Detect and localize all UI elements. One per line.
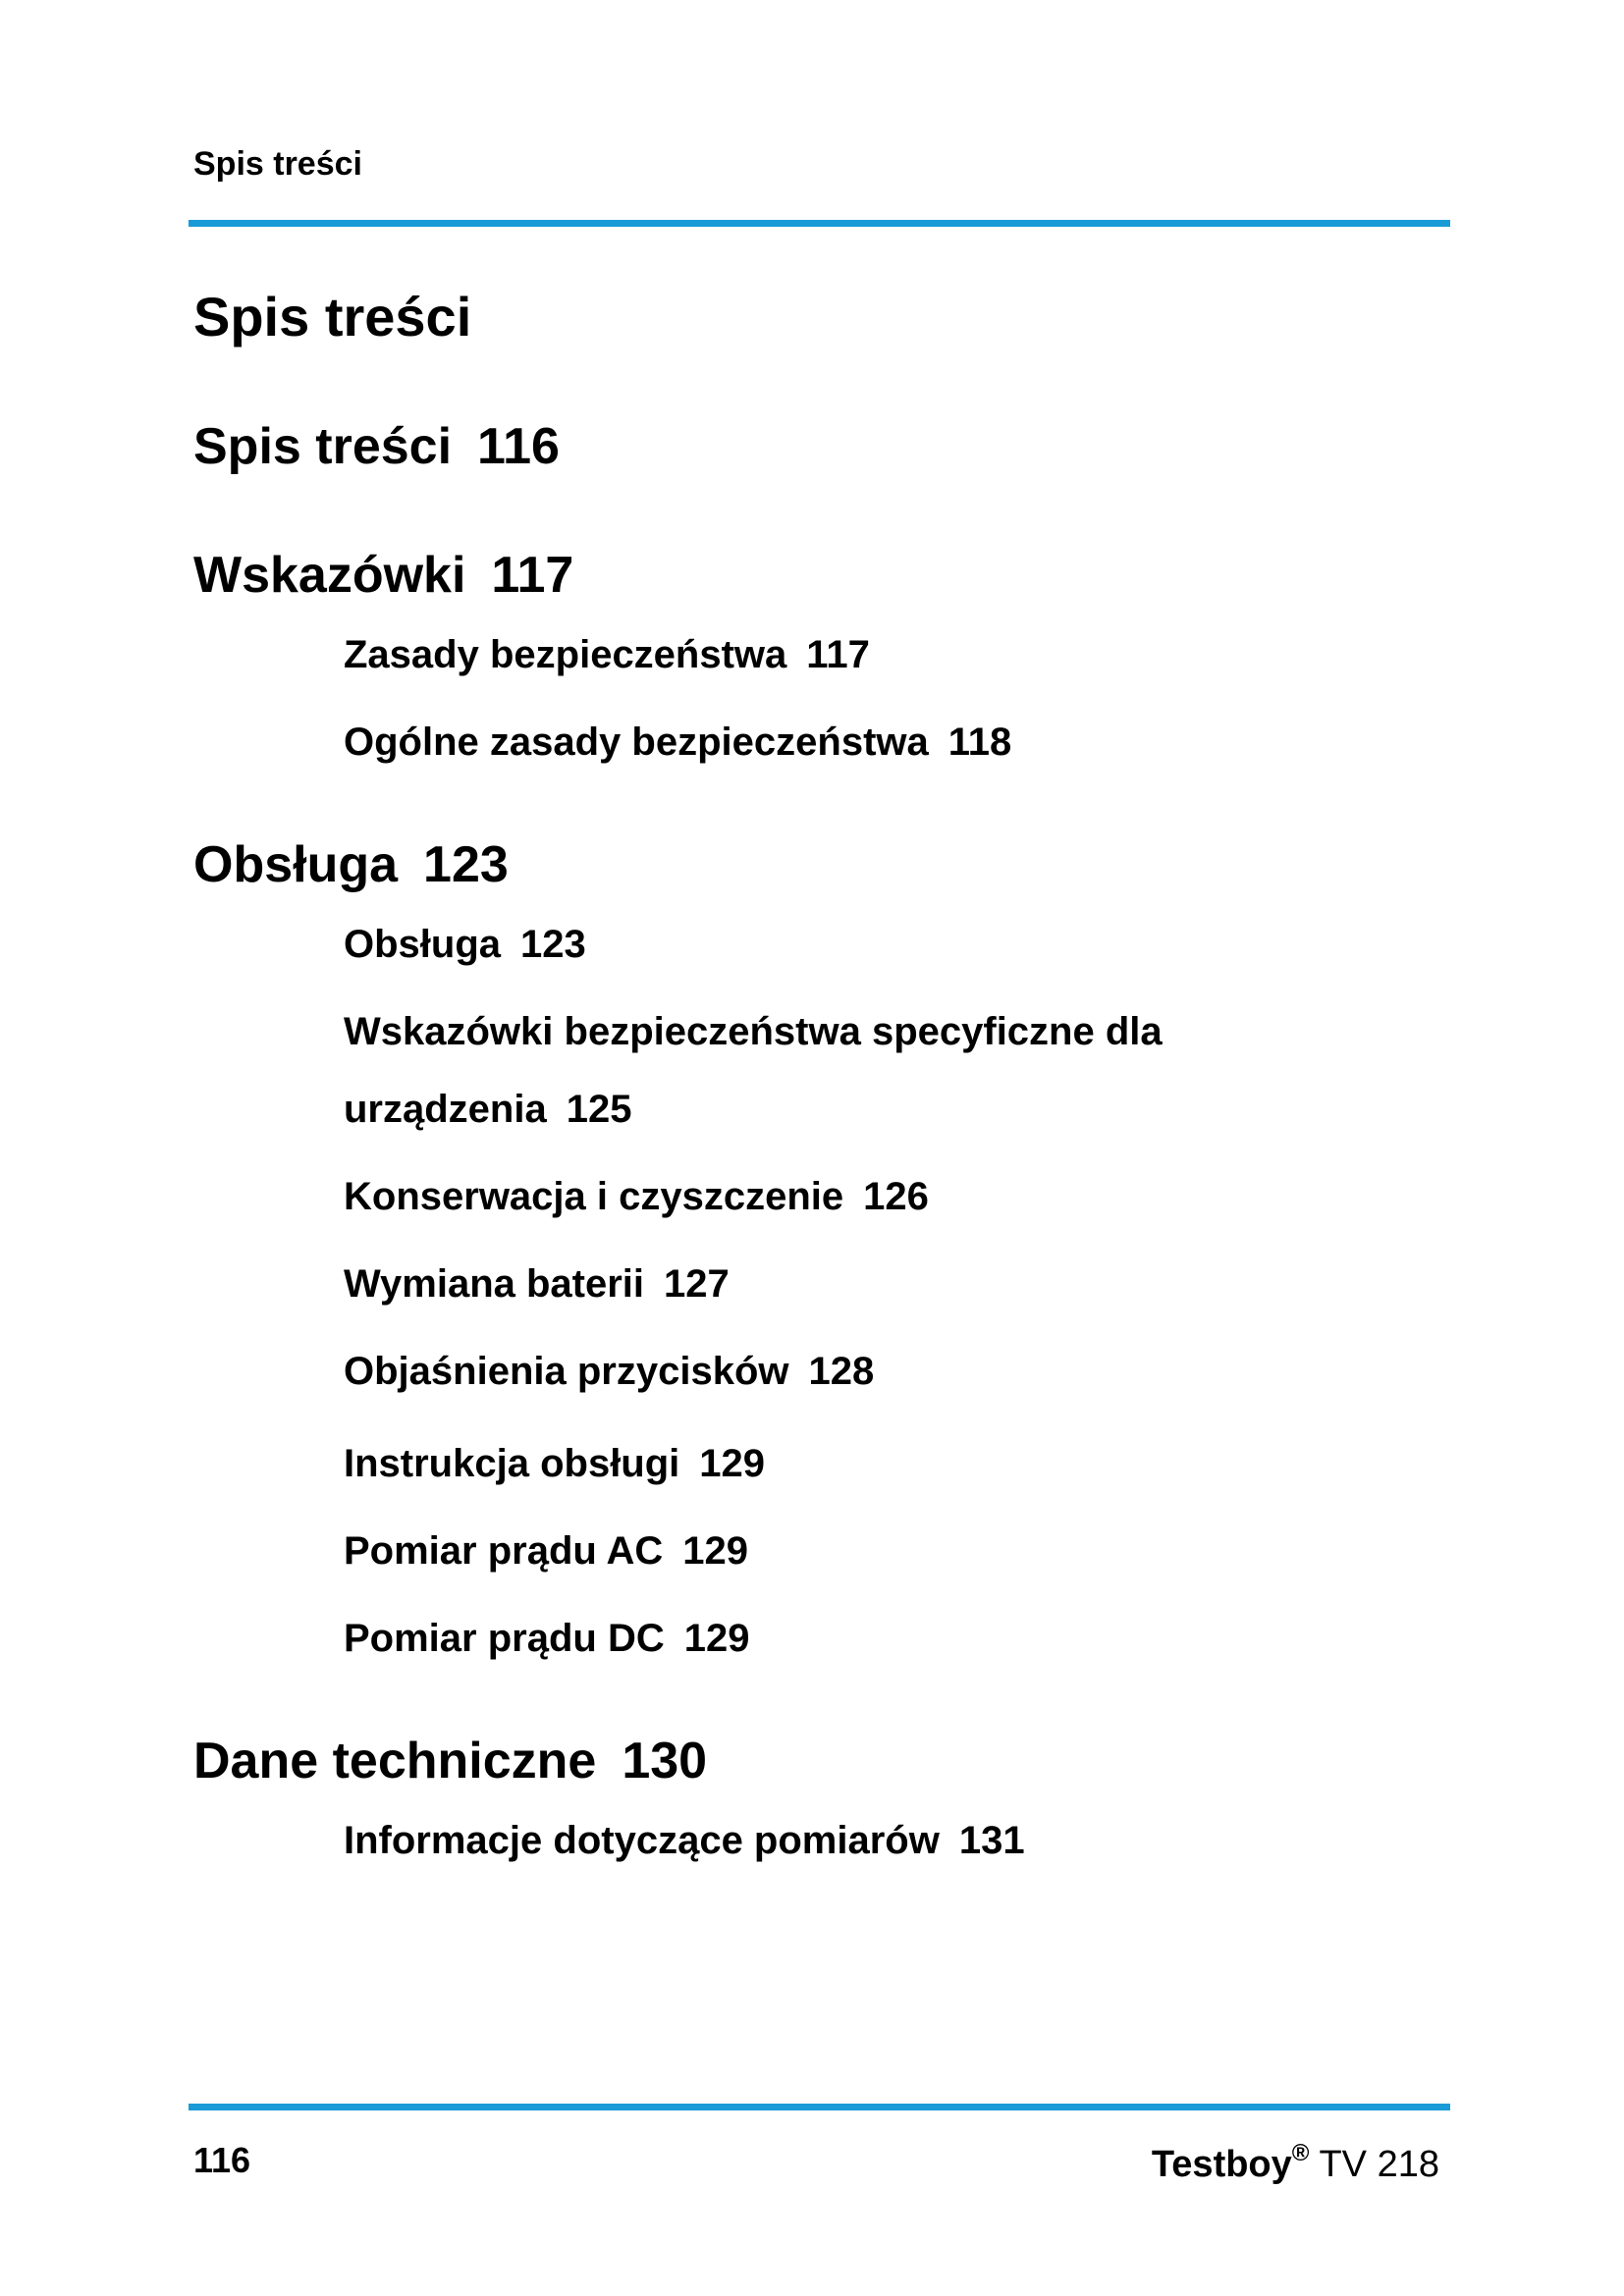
toc-entry-page: 116 <box>477 418 560 475</box>
toc-entry-page: 123 <box>520 923 586 966</box>
toc-subentry[interactable] <box>344 1529 748 1574</box>
toc-subentry[interactable] <box>344 633 870 677</box>
toc-subentry[interactable] <box>344 1819 1025 1863</box>
page-title: Spis treści <box>193 286 472 347</box>
toc-entry-page: 129 <box>699 1442 766 1485</box>
toc-entry-label: Objaśnienia przycisków <box>344 1350 789 1393</box>
footer-rule <box>189 2104 1450 2110</box>
toc-entry[interactable] <box>193 835 509 894</box>
toc-subentry-continued[interactable] <box>344 1088 631 1132</box>
toc-entry-page: 131 <box>958 1819 1025 1862</box>
toc-entry-page: 118 <box>947 721 1012 764</box>
toc-entry-label: Instrukcja obsługi <box>344 1442 680 1485</box>
toc-entry-page: 126 <box>863 1175 929 1218</box>
toc-entry-label: Wskazówki bezpieczeństwa specyficzne dla <box>344 1010 1163 1053</box>
toc-entry-label: Pomiar prądu AC <box>344 1529 664 1573</box>
toc-entry-label: Spis treści <box>193 418 453 475</box>
toc-subentry[interactable] <box>344 1175 929 1219</box>
toc-entry-page: 130 <box>622 1733 708 1789</box>
header-rule <box>189 220 1450 227</box>
toc-entry-label: Konserwacja i czyszczenie <box>344 1175 844 1218</box>
toc-subentry[interactable] <box>344 1617 749 1661</box>
toc-entry-label: Pomiar prądu DC <box>344 1617 665 1660</box>
toc-subentry[interactable] <box>344 1350 874 1394</box>
toc-entry-label: Obsługa <box>193 836 399 893</box>
running-header: Spis treści <box>193 145 362 183</box>
toc-entry-label: Wskazówki <box>193 547 466 604</box>
toc-entry-label: Wymiana baterii <box>344 1262 645 1306</box>
toc-subentry[interactable] <box>344 1442 765 1486</box>
toc-entry-label: Informacje dotyczące pomiarów <box>344 1819 940 1862</box>
toc-entry-page: 129 <box>682 1529 748 1573</box>
toc-entry-page: 129 <box>683 1617 750 1660</box>
page-number: 116 <box>193 2140 251 2180</box>
toc-entry-page: 125 <box>566 1088 632 1131</box>
toc-subentry[interactable] <box>344 721 1011 765</box>
toc-subentry[interactable] <box>344 1010 1163 1054</box>
toc-subentry[interactable] <box>344 1262 730 1307</box>
toc-entry-page: 123 <box>423 836 509 893</box>
toc-entry-page: 117 <box>491 547 574 604</box>
brand-name: Testboy <box>1151 2144 1292 2185</box>
toc-entry-label: urządzenia <box>344 1088 547 1131</box>
model-name: TV 218 <box>1319 2144 1439 2185</box>
toc-subentry[interactable] <box>344 923 586 967</box>
toc-entry[interactable] <box>193 546 573 605</box>
toc-entry-label: Obsługa <box>344 923 502 966</box>
toc-entry-page: 127 <box>664 1262 730 1306</box>
toc-entry-page: 128 <box>808 1350 875 1393</box>
toc-entry-label: Zasady bezpieczeństwa <box>344 633 787 676</box>
toc-entry-page: 117 <box>806 633 870 676</box>
toc-entry-label: Ogólne zasady bezpieczeństwa <box>344 721 929 764</box>
footer-brand <box>1152 2140 1439 2186</box>
toc-entry[interactable] <box>193 417 560 476</box>
toc-entry-label: Dane techniczne <box>193 1733 597 1789</box>
toc-entry[interactable] <box>193 1732 707 1790</box>
registered-mark: ® <box>1291 2140 1310 2166</box>
